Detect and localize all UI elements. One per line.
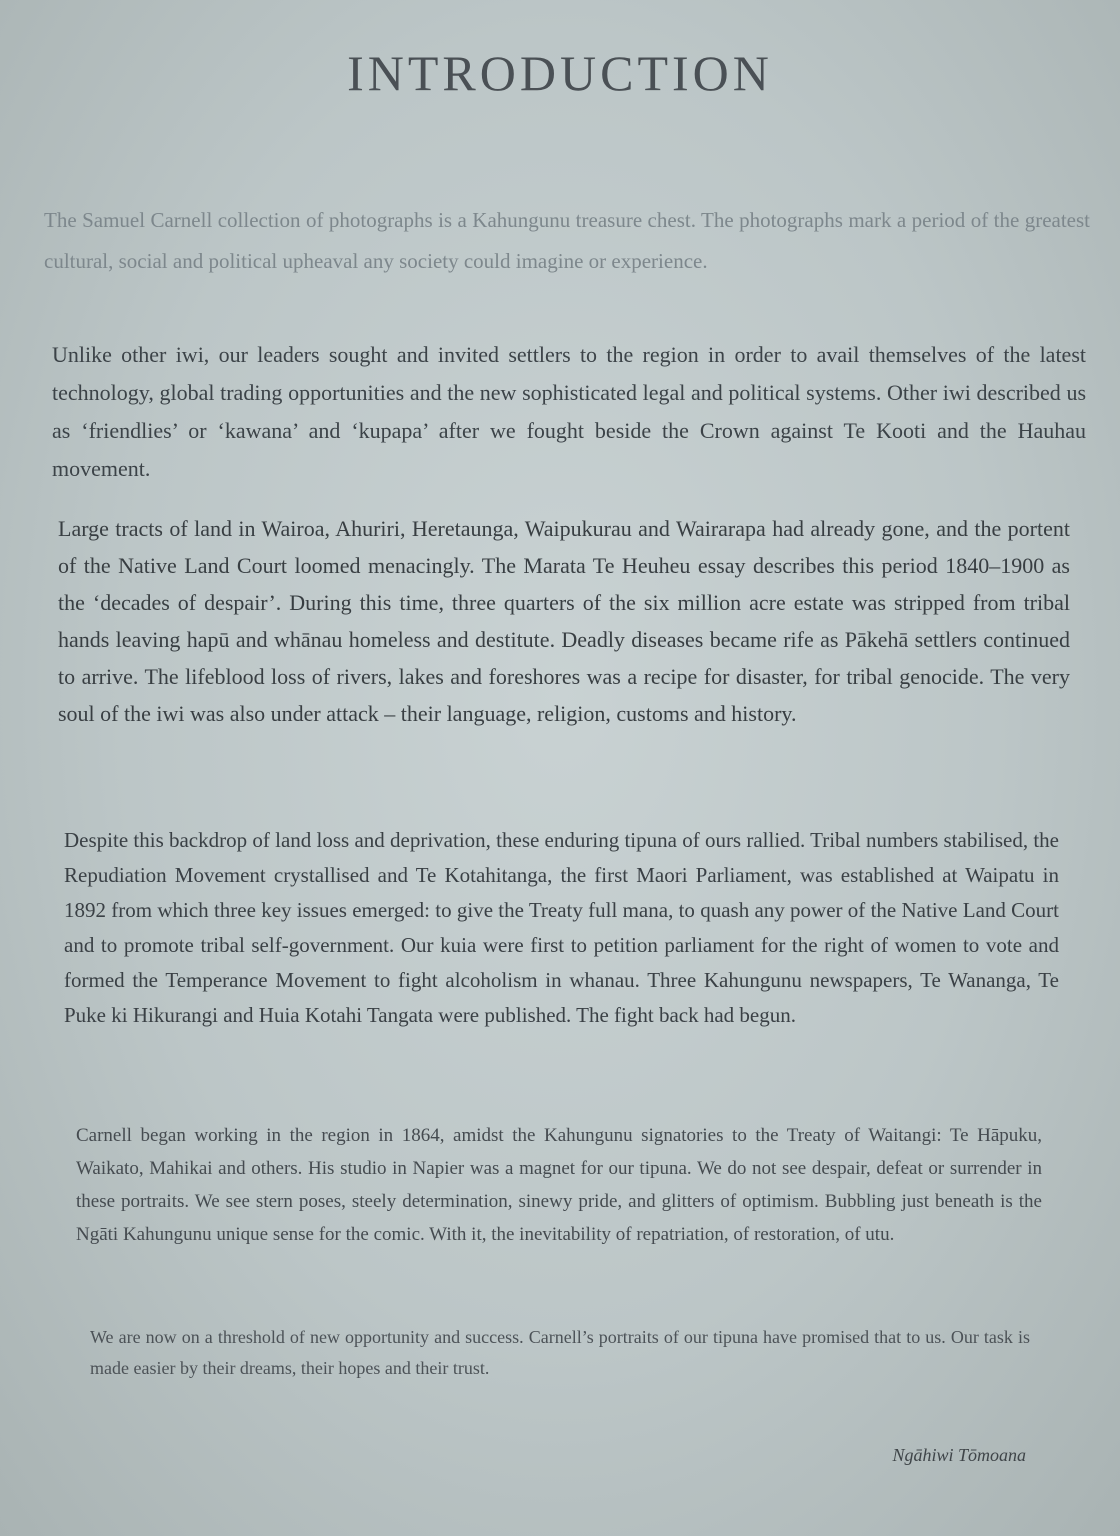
paragraph-leaders-settlers: Unlike other iwi, our leaders sought and invited settlers to the region in order to avail themselves of the latest technology, global trading opportunities and the new sophisticated legal and political systems. Other iwi described us as ‘friendlies’ or ‘kawana’ and ‘kupapa’ after we fought beside the Crown against Te Kooti and the Hauhau movement. (52, 342, 1086, 481)
page-title: INTRODUCTION (347, 45, 773, 101)
paragraph-land-loss: Large tracts of land in Wairoa, Ahuriri, Heretaunga, Waipukurau and Wairarapa had already gone, and the portent of the Native Land Court loomed menacingly. The Marata Te Heuheu essay describes this period 1840–1900 as the ‘decades of despair’. During this time, three quarters of the six million acre estate was stripped from tribal hands leaving hapū and whānau homeless and destitute. Deadly diseases became rife as Pākehā settlers continued to arrive. The lifeblood loss of rivers, lakes and foreshores was a recipe for disaster, for tribal genocide. The very soul of the iwi was also under attack – their language, religion, customs and history. (58, 516, 1070, 726)
paragraph-new-opportunity: We are now on a threshold of new opportunity and success. Carnell’s portraits of our tipuna have promised that to us. Our task is made easier by their dreams, their hopes and their trust. (90, 1327, 1030, 1378)
paragraph-carnell-studio: Carnell began working in the region in 1864, amidst the Kahungunu signatories to the Treaty of Waitangi: Te Hāpuku, Waikato, Mahikai and others. His studio in Napier was a magnet for our tipuna. We do not see despair, defeat or surrender in these portraits. We see stern poses, steely determination, sinewy pride, and glitters of optimism. Bubbling just beneath is the Ngāti Kahungunu unique sense for the comic. With it, the inevitability of repatriation, of restoration, of utu. (76, 1125, 1042, 1245)
paragraph-collection-intro: The Samuel Carnell collection of photographs is a Kahungunu treasure chest. The photographs mark a period of the greatest cultural, social and political upheaval any society could imagine or experience. (44, 208, 1090, 273)
paragraph-tipuna-rallied: Despite this backdrop of land loss and deprivation, these enduring tipuna of ours rallied. Tribal numbers stabilised, the Repudiation Movement crystallised and Te Kotahitanga, the first Maori Parliament, was established at Waipatu in 1892 from which three key issues emerged: to give the Treaty full mana, to quash any power of the Native Land Court and to promote tribal self-government. Our kuia were first to petition parliament for the right of women to vote and formed the Temperance Movement to fight alcoholism in whanau. Three Kahungunu newspapers, Te Wananga, Te Puke ki Hikurangi and Huia Kotahi Tangata were published. The fight back had begun. (64, 828, 1059, 1027)
author-signature: Ngāhiwi Tōmoana (892, 1445, 1026, 1465)
